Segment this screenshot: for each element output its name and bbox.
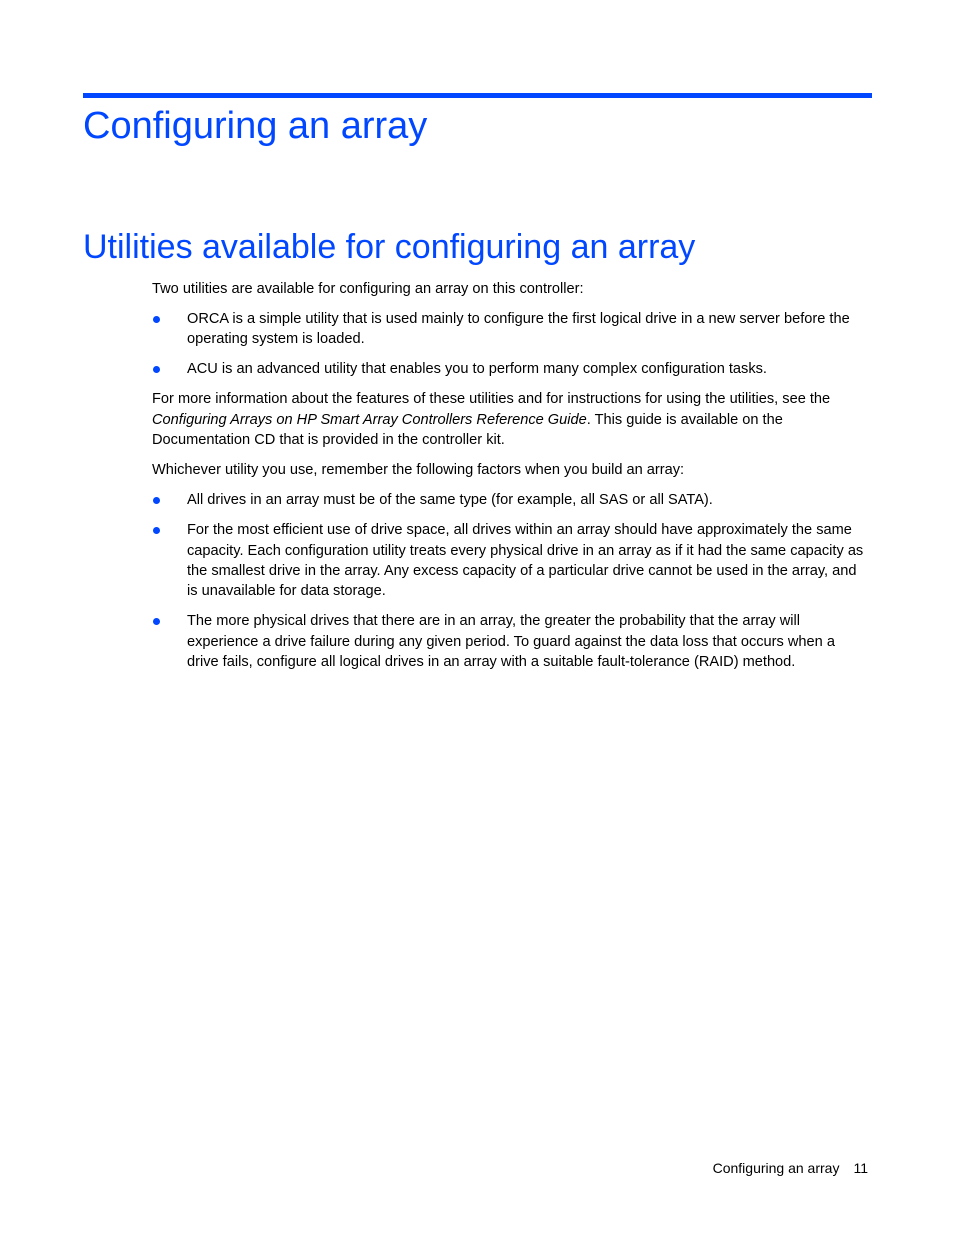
bullet-icon	[153, 618, 160, 625]
page-number: 11	[853, 1160, 868, 1176]
bullet-icon	[153, 497, 160, 504]
bullet-icon	[153, 527, 160, 534]
list-item-text: The more physical drives that there are in an array, the greater the probability that the array will experience a drive failure during any given period. To guard against the data loss that occurs when a drive fails, configure all logical drives in an array with a suitable fault-tolerance (RAID) method.	[187, 613, 835, 671]
guide-title: Configuring Arrays on HP Smart Array Controllers Reference Guide	[152, 411, 587, 428]
list-item-text: All drives in an array must be of the same type (for example, all SAS or all SATA).	[187, 492, 713, 509]
header-rule	[83, 93, 872, 98]
list-item-text: ORCA is a simple utility that is used mainly to configure the first logical drive in a new server before the operating system is loaded.	[187, 311, 850, 348]
section-title: Utilities available for configuring an array	[83, 228, 696, 266]
more-info-text: For more information about the features of these utilities and for instructions for using the utilities, see the	[152, 391, 831, 408]
bullet-icon	[153, 316, 160, 323]
footer-label: Configuring an array	[712, 1160, 840, 1176]
factors-intro-paragraph: Whichever utility you use, remember the following factors when you build an array:	[152, 462, 685, 479]
more-info-paragraph	[152, 389, 868, 450]
body-text	[152, 279, 868, 682]
list-item	[152, 520, 868, 602]
more-info-text-end: . This guide is available on the Documentation CD that is provided in the controller kit.	[152, 411, 783, 449]
page-footer	[713, 1158, 868, 1178]
list-item	[152, 359, 868, 379]
utilities-list	[152, 309, 868, 380]
list-item	[152, 490, 868, 510]
list-item-text: For the most efficient use of drive space, all drives within an array should have approximately the same capacity. Each configuration utility treats every physical drive in an array as if it had the same capacity as the smallest drive in the array. Any excess capacity of a particular drive cannot be used in the array, and is unavailable for data storage.	[187, 522, 864, 600]
chapter-title: Configuring an array	[83, 105, 428, 147]
bullet-icon	[153, 366, 160, 373]
list-item	[152, 309, 868, 350]
list-item	[152, 611, 868, 672]
factors-list	[152, 490, 868, 672]
intro-paragraph: Two utilities are available for configuring an array on this controller:	[152, 281, 584, 297]
list-item-text: ACU is an advanced utility that enables you to perform many complex configuration tasks.	[187, 361, 767, 378]
